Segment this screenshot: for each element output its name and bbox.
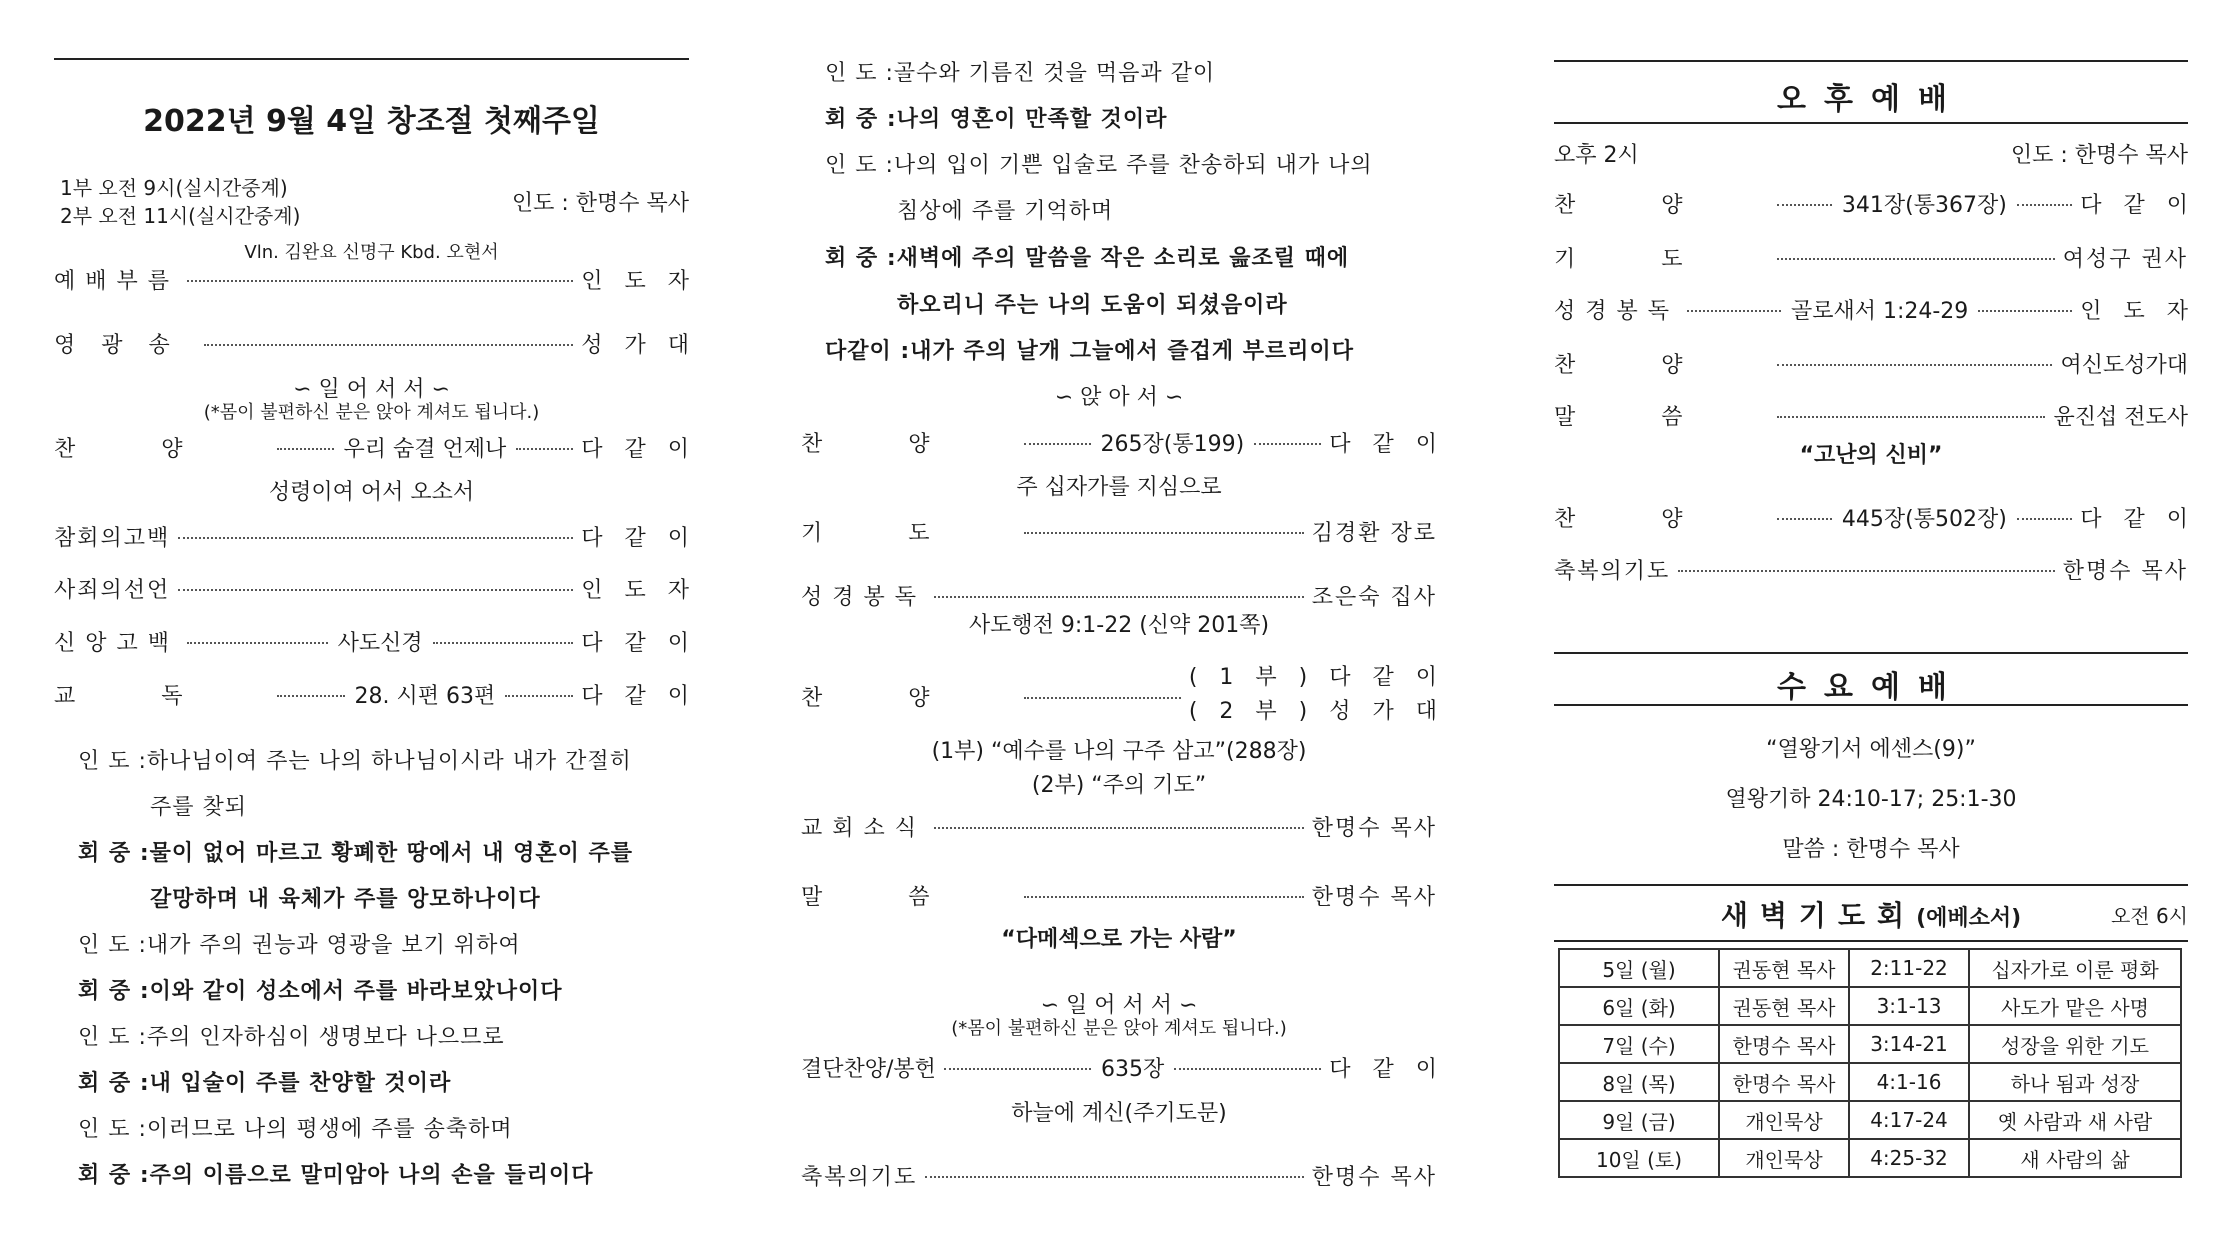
order-label: 결단찬양/봉헌 <box>801 1056 936 1082</box>
rule <box>1554 652 2188 654</box>
order-who: (2부)성가대 <box>1188 699 1459 724</box>
topic-cell: 하나 됨과 성장 <box>1969 1063 2181 1101</box>
order-who: 다같이 <box>1329 431 1459 457</box>
order-label: 기도 <box>1554 246 1769 272</box>
order-who: 여신도성가대 <box>2060 352 2188 378</box>
order-who: 인도자 <box>581 577 711 603</box>
order-label: 성경봉독 <box>1554 298 1680 324</box>
order-label: 예배부름 <box>54 268 180 294</box>
order-row <box>54 430 712 464</box>
order-who: 다같이 <box>581 683 712 709</box>
order-row <box>54 519 711 553</box>
table-row <box>1559 1025 2181 1063</box>
musicians: Vln. 김완요 신명구 Kbd. 오현서 <box>244 242 499 263</box>
offering-title: 하늘에 계신(주기도문) <box>1011 1101 1227 1126</box>
order-row <box>54 624 712 658</box>
order-label: 참회의고백 <box>54 525 171 551</box>
responsive-line: 인 도 : 이러므로 나의 평생에 주를 송축하며 <box>78 1117 513 1142</box>
sermon-title: “다메섹으로 가는 사람” <box>1001 927 1237 952</box>
order-label: 교독 <box>54 683 269 709</box>
order-row <box>1554 500 2210 534</box>
order-row <box>801 1050 1460 1084</box>
responsive-line: 회 중 : 주의 이름으로 말미암아 나의 손을 들리이다 <box>78 1163 594 1188</box>
order-who: 성가대 <box>581 332 711 358</box>
order-row <box>1554 552 2188 586</box>
sit-marker: ∽ 앉 아 서 ∽ <box>1054 385 1184 410</box>
page-title: 2022년 9월 4일 창조절 첫째주일 <box>143 104 600 139</box>
passage-cell: 3:14-21 <box>1849 1025 1969 1063</box>
order-detail: 265장(통199) <box>1100 431 1245 457</box>
order-row <box>54 571 711 605</box>
order-row <box>1554 398 2188 432</box>
topic-cell: 성장을 위한 기도 <box>1969 1025 2181 1063</box>
table-row <box>1559 1063 2181 1101</box>
order-who: 다같이 <box>1329 1056 1460 1082</box>
order-detail: 골로새서 1:24-29 <box>1790 298 1969 324</box>
order-label: 찬양 <box>54 436 269 462</box>
responsive-line: 인 도 : 하나님이여 주는 나의 하나님이시라 내가 간절히 <box>78 749 632 774</box>
table-row <box>1559 1101 2181 1139</box>
order-row <box>801 1158 1437 1192</box>
date-cell: 10일 (토) <box>1559 1139 1719 1177</box>
responsive-line: 다같이 : 내가 주의 날개 그늘에서 즐겁게 부르리이다 <box>825 339 1355 364</box>
responsive-line: 인 도 : 주의 인자하심이 생명보다 나으므로 <box>78 1025 505 1050</box>
wednesday-title: 수요예배 <box>1777 670 1965 705</box>
column-sunday-service-continued <box>801 0 1460 1234</box>
order-label: 사죄의선언 <box>54 577 171 603</box>
order-who: 다같이 <box>581 630 712 656</box>
topic-cell: 십자가로 이룬 평화 <box>1969 949 2181 987</box>
responsive-line: 주를 찾되 <box>150 795 248 820</box>
order-label: 축복의기도 <box>801 1164 918 1190</box>
stand-marker: ∽ 일 어 서 서 ∽ <box>1040 993 1198 1018</box>
order-who: 윤진섭 전도사 <box>2053 404 2188 430</box>
date-cell: 6일 (화) <box>1559 987 1719 1025</box>
leader-cell: 한명수 목사 <box>1719 1025 1849 1063</box>
topic-cell: 옛 사람과 새 사람 <box>1969 1101 2181 1139</box>
order-who: 인도자 <box>2080 298 2210 324</box>
order-row <box>1554 292 2210 326</box>
table-row <box>1559 1139 2181 1177</box>
order-label: 찬양 <box>801 431 1016 457</box>
order-row <box>1554 346 2188 380</box>
rule <box>1554 884 2188 886</box>
order-who: 다같이 <box>2080 192 2210 218</box>
hymn-title: 성령이여 어서 오소서 <box>268 480 475 505</box>
order-who: 김경환 장로 <box>1311 520 1437 546</box>
order-detail: 445장(통502장) <box>1841 506 2007 532</box>
dawn-schedule-table <box>1558 948 2182 1178</box>
service-time-1: 1부 오전 9시(실시간중계) <box>60 176 288 200</box>
anthem-title-1: (1부) “예수를 나의 구주 삼고”(288장) <box>931 739 1307 764</box>
responsive-line: 인 도 : 내가 주의 권능과 영광을 보기 위하여 <box>78 933 521 958</box>
order-who: 다같이 <box>581 525 711 551</box>
order-row <box>1554 186 2210 220</box>
leader-cell: 개인묵상 <box>1719 1101 1849 1139</box>
column-sunday-service <box>54 0 712 1234</box>
order-label: 말씀 <box>1554 404 1769 430</box>
order-who: 다같이 <box>2080 506 2210 532</box>
afternoon-time: 오후 2시 <box>1554 143 1639 168</box>
stand-note: (*몸이 불편하신 분은 앉아 계셔도 됩니다.) <box>951 1018 1287 1039</box>
order-who: 인도자 <box>581 268 711 294</box>
topic-cell: 사도가 맡은 사명 <box>1969 987 2181 1025</box>
wednesday-sermon-title: “열왕기서 에센스(9)” <box>1766 737 1976 762</box>
leader-cell: 한명수 목사 <box>1719 1063 1849 1101</box>
date-cell: 7일 (수) <box>1559 1025 1719 1063</box>
responsive-line: 회 중 : 새벽에 주의 말씀을 작은 소리로 읊조릴 때에 <box>825 246 1350 271</box>
date-cell: 8일 (목) <box>1559 1063 1719 1101</box>
rule <box>1554 940 2188 942</box>
passage-cell: 2:11-22 <box>1849 949 1969 987</box>
order-who: 한명수 목사 <box>1311 815 1437 841</box>
responsive-line: 인 도 : 나의 입이 기쁜 입술로 주를 찬송하되 내가 나의 <box>825 153 1373 178</box>
dawn-book: (에베소서) <box>1916 906 2022 931</box>
scripture-reference: 사도행전 9:1-22 (신약 201쪽) <box>968 613 1270 638</box>
order-label: 찬양 <box>801 685 1016 711</box>
order-label: 영광송 <box>54 332 196 358</box>
wednesday-preacher: 말씀 : 한명수 목사 <box>1782 837 1960 862</box>
hymn-title: 주 십자가를 지심으로 <box>1016 475 1222 500</box>
passage-cell: 4:17-24 <box>1849 1101 1969 1139</box>
responsive-line: 회 중 : 내 입술이 주를 찬양할 것이라 <box>78 1071 452 1096</box>
dawn-time: 오전 6시 <box>2110 904 2188 928</box>
order-row <box>801 878 1437 912</box>
order-label: 찬양 <box>1554 352 1769 378</box>
table-row <box>1559 987 2181 1025</box>
order-who: 다같이 <box>581 436 712 462</box>
order-label: 축복의기도 <box>1554 558 1671 584</box>
anthem-title-2: (2부) “주의 기도” <box>1031 773 1207 798</box>
order-row <box>801 665 1459 724</box>
order-label: 찬양 <box>1554 192 1769 218</box>
stand-note: (*몸이 불편하신 분은 앉아 계셔도 됩니다.) <box>203 402 540 423</box>
service-time-2: 2부 오전 11시(실시간중계) <box>60 204 301 228</box>
order-label: 기도 <box>801 520 1016 546</box>
responsive-line: 갈망하며 내 육체가 주를 앙모하나이다 <box>150 887 541 912</box>
order-row <box>54 326 711 360</box>
order-detail: 635장 <box>1100 1056 1165 1082</box>
order-row <box>1554 240 2188 274</box>
order-label: 성경봉독 <box>801 584 927 610</box>
order-who: 한명수 목사 <box>2062 558 2188 584</box>
responsive-line: 회 중 : 물이 없어 마르고 황폐한 땅에서 내 영혼이 주를 <box>78 841 634 866</box>
order-row <box>801 514 1437 548</box>
rule <box>1554 704 2188 706</box>
afternoon-sermon-title: “고난의 신비” <box>1799 443 1943 468</box>
afternoon-title: 오후예배 <box>1777 82 1965 117</box>
topic-cell: 새 사람의 삶 <box>1969 1139 2181 1177</box>
order-detail: 우리 숨결 언제나 <box>343 436 507 462</box>
date-cell: 5일 (월) <box>1559 949 1719 987</box>
table-row <box>1559 949 2181 987</box>
order-who: 조은숙 집사 <box>1311 584 1437 610</box>
responsive-line: 회 중 : 나의 영혼이 만족할 것이라 <box>825 107 1168 132</box>
order-row <box>54 262 711 296</box>
order-row <box>801 425 1459 459</box>
order-label: 교회소식 <box>801 815 927 841</box>
order-detail: 341장(통367장) <box>1841 192 2007 218</box>
leader-cell: 권동현 목사 <box>1719 949 1849 987</box>
afternoon-leader: 인도 : 한명수 목사 <box>2010 143 2188 168</box>
responsive-line: 회 중 : 이와 같이 성소에서 주를 바라보았나이다 <box>78 979 563 1004</box>
order-who: 여성구 권사 <box>2062 246 2188 272</box>
stand-marker: ∽ 일 어 서 서 ∽ <box>293 377 450 402</box>
passage-cell: 3:1-13 <box>1849 987 1969 1025</box>
rule <box>1554 60 2188 62</box>
leader-label: 인도 : 한명수 목사 <box>511 191 689 216</box>
date-cell: 9일 (금) <box>1559 1101 1719 1139</box>
order-label: 찬양 <box>1554 506 1769 532</box>
leader-cell: 권동현 목사 <box>1719 987 1849 1025</box>
leader-cell: 개인묵상 <box>1719 1139 1849 1177</box>
wednesday-scripture: 열왕기하 24:10-17; 25:1-30 <box>1725 787 2017 812</box>
responsive-line: 인 도 : 골수와 기름진 것을 먹음과 같이 <box>825 61 1216 86</box>
dawn-title: 새벽기도회 <box>1720 899 1917 932</box>
top-rule <box>54 58 689 60</box>
responsive-line: 하오리니 주는 나의 도움이 되셨음이라 <box>897 293 1288 318</box>
rule <box>1554 122 2188 124</box>
passage-cell: 4:1-16 <box>1849 1063 1969 1101</box>
order-row <box>801 578 1437 612</box>
order-row <box>54 677 712 711</box>
order-who: 한명수 목사 <box>1311 1164 1437 1190</box>
order-detail: 28. 시편 63편 <box>354 683 496 709</box>
column-other-services <box>1554 0 2210 1234</box>
order-label: 말씀 <box>801 884 1016 910</box>
order-label: 신앙고백 <box>54 630 180 656</box>
passage-cell: 4:25-32 <box>1849 1139 1969 1177</box>
order-detail: 사도신경 <box>337 630 423 656</box>
responsive-line: 침상에 주를 기억하며 <box>897 199 1114 224</box>
order-row <box>801 809 1437 843</box>
order-who: 한명수 목사 <box>1311 884 1437 910</box>
order-who: (1부)다같이 <box>1188 665 1459 690</box>
